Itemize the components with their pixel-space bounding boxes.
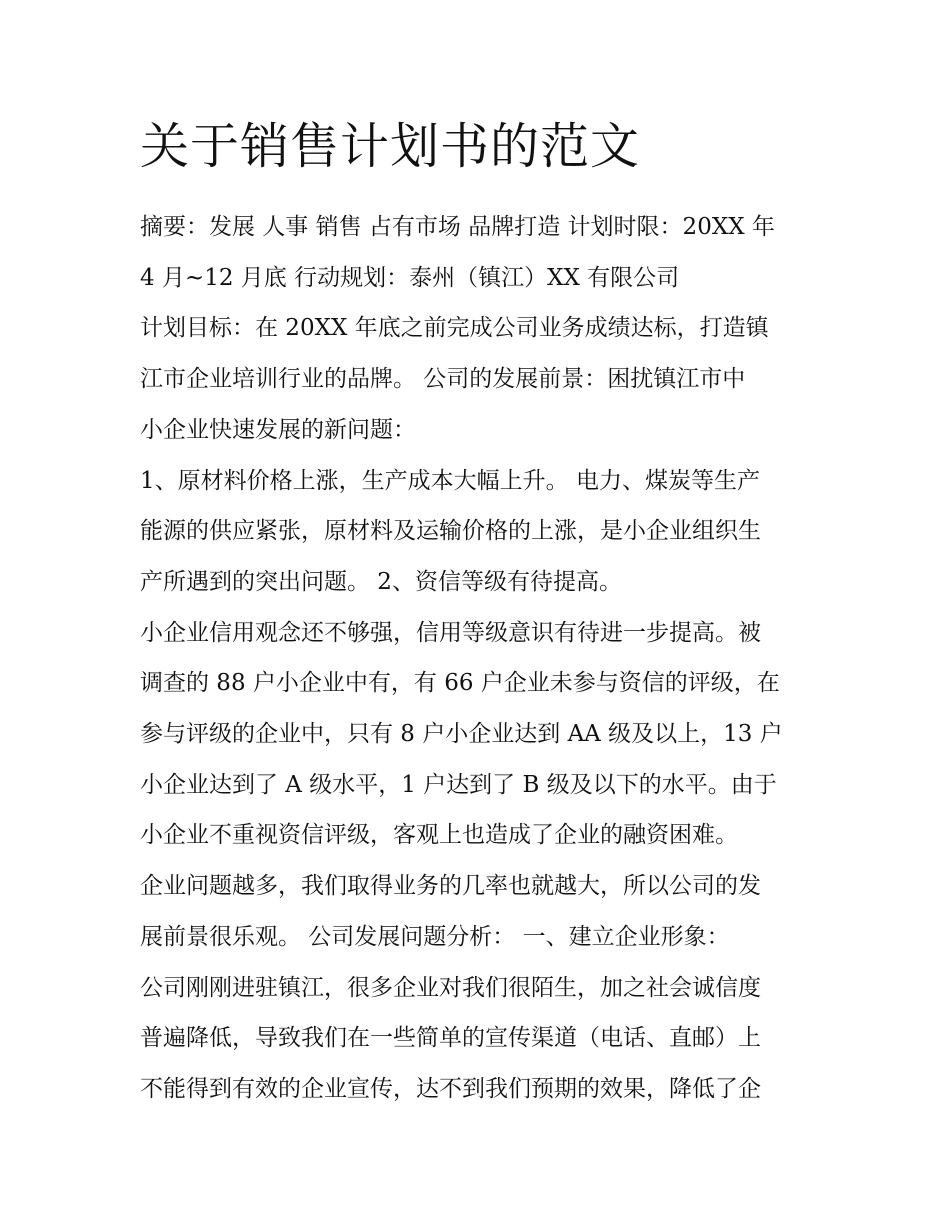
text-line: 摘要：发展 人事 销售 占有市场 品牌打造 计划时限：20XX 年 [140,214,775,240]
text-line: 计划目标：在 20XX 年底之前完成公司业务成绩达标，打造镇 [140,315,769,342]
text-line: 能源的供应紧张，原材料及运输价格的上涨，是小企业组织生 [140,518,761,545]
text-line: 小企业达到了 A 级水平，1 户达到了 B 级及以下的水平。由于 [140,771,777,798]
text-line: 展前景很乐观。 公司发展问题分析： 一、建立企业形象： [140,923,730,950]
text-line: 小企业信用观念还不够强，信用等级意识有待进一步提高。被 [140,619,761,646]
document-content [140,112,812,1115]
text-line: 1、原材料价格上涨，生产成本大幅上升。 电力、煤炭等生产 [140,467,760,494]
text-line: 小企业快速发展的新问题： [140,416,416,443]
document-title: 关于销售计划书的范文 [140,118,641,175]
text-line: 公司刚刚进驻镇江，很多企业对我们很陌生，加之社会诚信度 [140,974,761,1001]
text-line: 小企业不重视资信评级，客观上也造成了企业的融资困难。 [140,822,738,849]
text-line: 参与评级的企业中，只有 8 户小企业达到 AA 级及以上，13 户 [140,721,783,748]
text-line: 企业问题越多，我们取得业务的几率也就越大，所以公司的发 [140,873,761,900]
text-line: 江市企业培训行业的品牌。 公司的发展前景：困扰镇江市中 [140,366,746,393]
text-line: 产所遇到的突出问题。 2、资信等级有待提高。 [140,568,622,595]
text-line: 调查的 88 户小企业中有，有 66 户企业未参与资信的评级，在 [140,670,780,697]
text-line: 不能得到有效的企业宣传，达不到我们预期的效果，降低了企 [140,1075,761,1102]
text-line: 4 月~12 月底 行动规划：泰州（镇江）XX 有限公司 [140,264,680,291]
text-line: 普遍降低，导致我们在一些简单的宣传渠道（电话、直邮）上 [140,1025,761,1052]
document-body [140,202,812,1115]
